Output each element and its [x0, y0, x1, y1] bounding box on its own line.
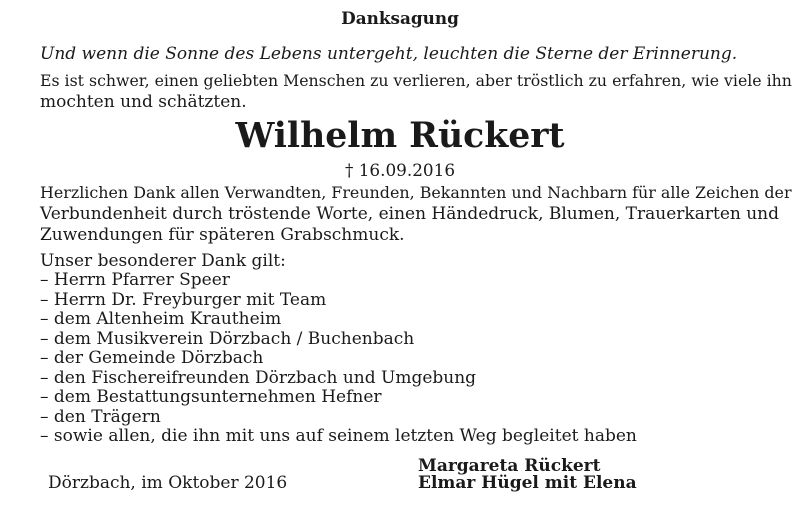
intro-line-1: Es ist schwer, einen geliebten Menschen zu verlieren, aber tröstlich zu erfahren, wie viele ihn [40, 71, 792, 90]
list-item: – sowie allen, die ihn mit uns auf seinem letzten Weg begleitet haben [40, 426, 637, 446]
notice-title: Danksagung [341, 8, 459, 28]
special-thanks-list [40, 271, 637, 447]
death-date: † 16.09.2016 [344, 160, 456, 180]
intro-line-2: mochten und schätzten. [40, 92, 247, 112]
list-item: – der Gemeinde Dörzbach [40, 348, 264, 368]
list-item: – dem Musikverein Dörzbach / Buchenbach [40, 328, 415, 349]
list-item: – Herrn Dr. Freyburger mit Team [40, 289, 327, 310]
thanks-line-2: Verbundenheit durch tröstende Worte, einen Händedruck, Blumen, Trauerkarten und [40, 204, 780, 224]
list-item: – den Fischereifreunden Dörzbach und Umgebung [40, 367, 477, 388]
signature-line-1: Margareta Rückert [418, 456, 601, 476]
list-item: – den Trägern [40, 406, 161, 427]
thanks-line-1: Herzlichen Dank allen Verwandten, Freunden, Bekannten und Nachbarn für alle Zeichen der [40, 183, 792, 202]
place-date: Dörzbach, im Oktober 2016 [48, 473, 288, 493]
thanks-line-3: Zuwendungen für späteren Grabschmuck. [40, 225, 405, 245]
deceased-name: Wilhelm Rückert [235, 115, 565, 156]
list-item: – dem Bestattungsunternehmen Hefner [40, 387, 382, 407]
notice-motto: Und wenn die Sonne des Lebens untergeht, leuchten die Sterne der Erinnerung. [40, 44, 738, 64]
list-item: – Herrn Pfarrer Speer [40, 270, 230, 290]
special-thanks-heading: Unser besonderer Dank gilt: [40, 251, 286, 271]
signature-line-2: Elmar Hügel mit Elena [418, 473, 637, 493]
list-item: – dem Altenheim Krautheim [40, 309, 282, 329]
